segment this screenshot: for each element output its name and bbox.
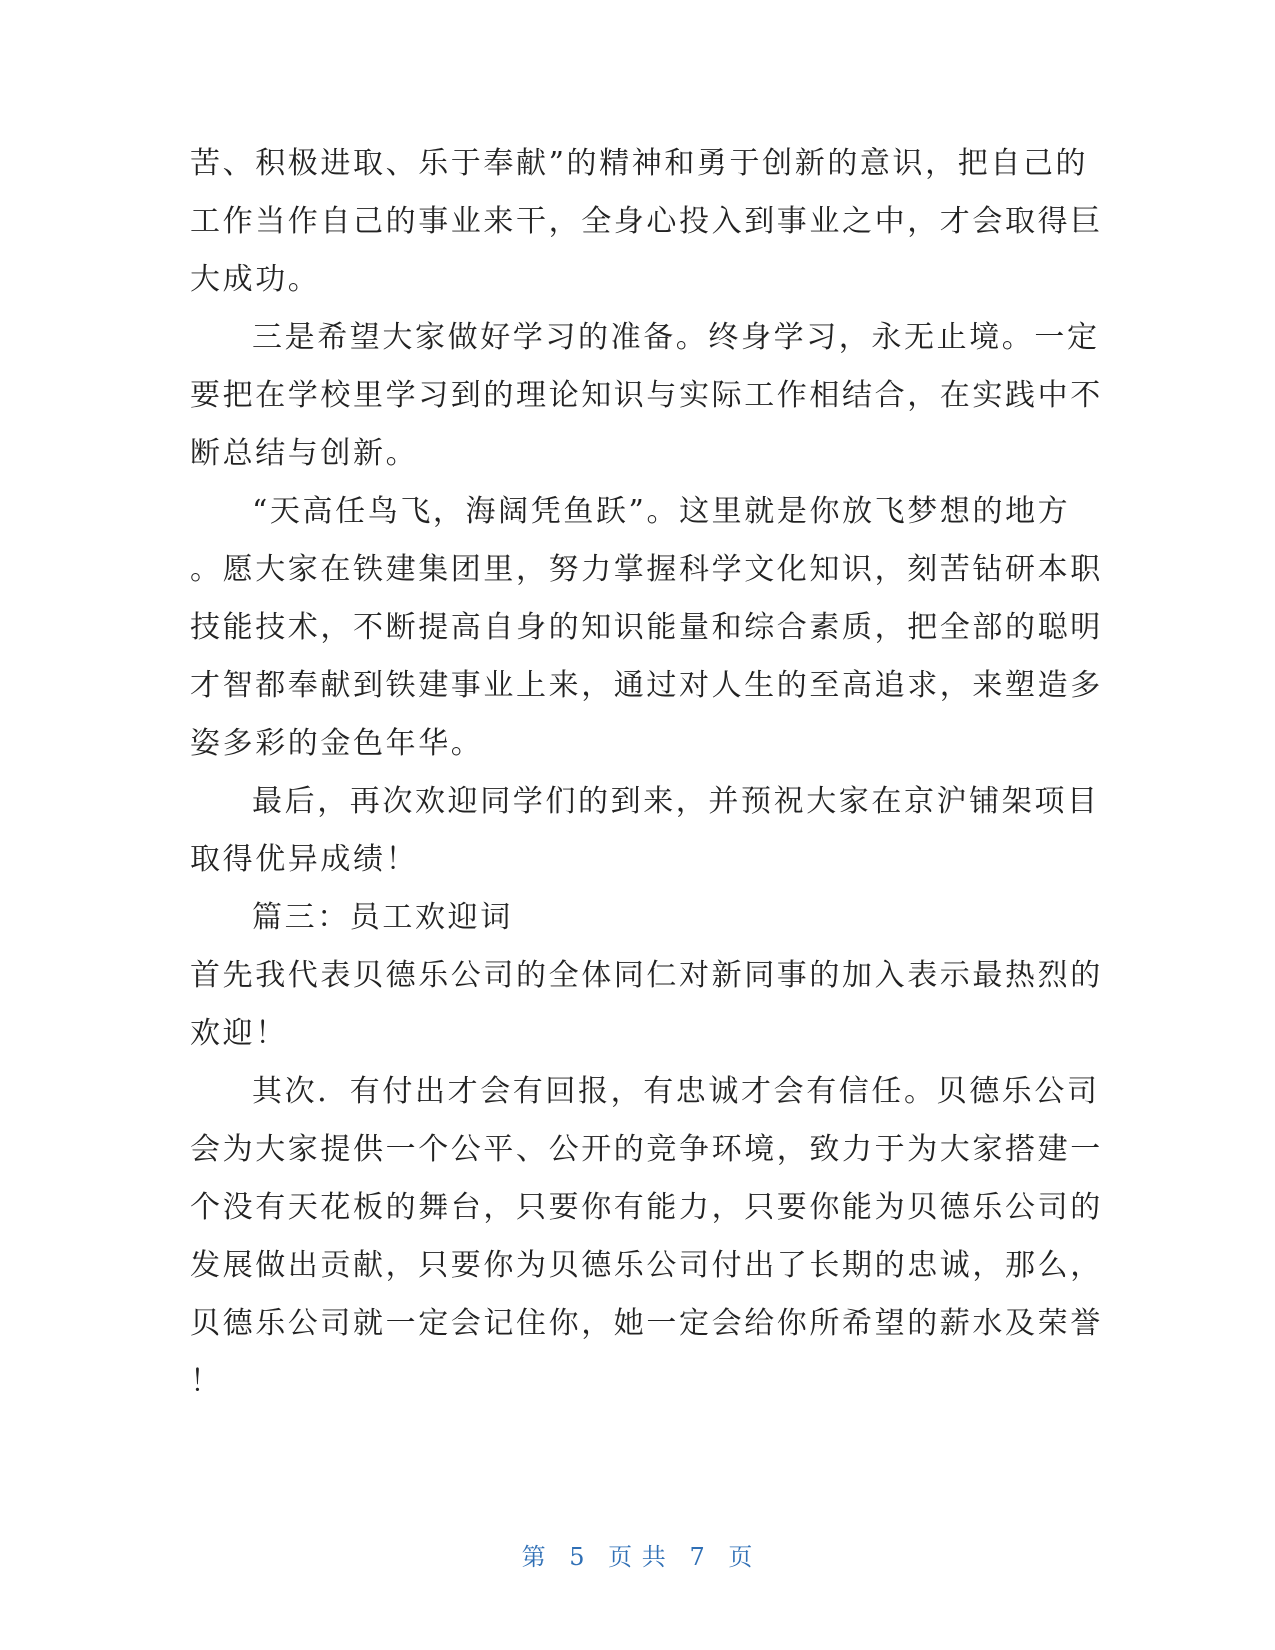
text-line: 苦、积极进取、乐于奉献”的精神和勇于创新的意识，把自己的: [190, 146, 1089, 181]
text-line: 首先我代表贝德乐公司的全体同仁对新同事的加入表示最热烈的: [190, 958, 1103, 993]
text-line: 工作当作自己的事业来干，全身心投入到事业之中，才会取得巨: [190, 204, 1103, 239]
text-line: “天高任鸟飞，海阔凭鱼跃”。这里就是你放飞梦想的地方: [252, 494, 1071, 529]
text-line: 贝德乐公司就一定会记住你，她一定会给你所希望的薪水及荣誉: [190, 1306, 1103, 1341]
page-footer: [0, 1542, 1275, 1572]
text-line: 姿多彩的金色年华。: [190, 726, 484, 761]
text-line: 技能技术，不断提高自身的知识能量和综合素质，把全部的聪明: [190, 610, 1103, 645]
text-line: 最后，再次欢迎同学们的到来，并预祝大家在京沪铺架项目: [252, 784, 1100, 819]
text-line: 。愿大家在铁建集团里，努力掌握科学文化知识，刻苦钻研本职: [190, 552, 1103, 587]
current-page-number: 5: [569, 1543, 586, 1571]
text-line: 会为大家提供一个公平、公开的竞争环境，致力于为大家搭建一: [190, 1132, 1103, 1167]
total-page-number: 7: [689, 1543, 706, 1571]
footer-middle: 页 共: [608, 1543, 667, 1571]
footer-prefix: 第: [521, 1543, 547, 1571]
text-line: 才智都奉献到铁建事业上来，通过对人生的至高追求，来塑造多: [190, 668, 1103, 703]
section-heading: 篇三：员工欢迎词: [252, 900, 513, 935]
text-line: 发展做出贡献，只要你为贝德乐公司付出了长期的忠诚，那么，: [190, 1248, 1103, 1283]
footer-suffix: 页: [728, 1543, 754, 1571]
text-line: 欢迎！: [190, 1016, 288, 1051]
text-line: ！: [190, 1364, 223, 1399]
text-line: 大成功。: [190, 262, 321, 297]
text-line: 个没有天花板的舞台，只要你有能力，只要你能为贝德乐公司的: [190, 1190, 1103, 1225]
text-line: 取得优异成绩！: [190, 842, 419, 877]
text-line: 三是希望大家做好学习的准备。终身学习，永无止境。一定: [252, 320, 1100, 355]
text-line: 断总结与创新。: [190, 436, 419, 471]
text-line: 要把在学校里学习到的理论知识与实际工作相结合，在实践中不: [190, 378, 1103, 413]
text-line: 其次．有付出才会有回报，有忠诚才会有信任。贝德乐公司: [252, 1074, 1100, 1109]
